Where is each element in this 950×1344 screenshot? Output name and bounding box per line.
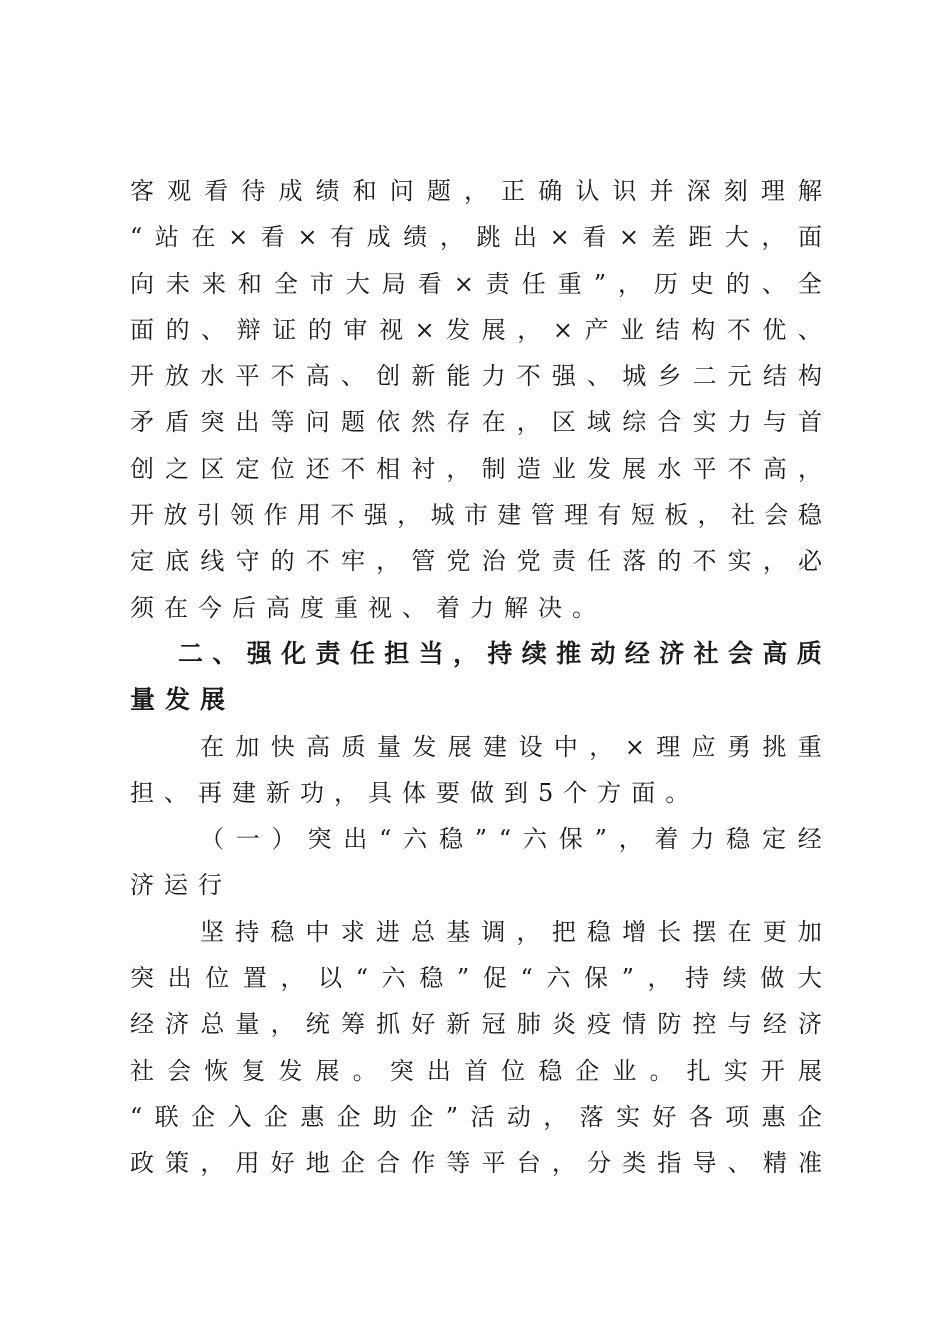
text-line: 创 之 区 定 位 还 不 相 衬 ， 制 造 业 发 展 水 平 不 高 ， — [130, 454, 822, 483]
paragraph-line: 坚 持 稳 中 求 进 总 基 调 ， 把 稳 增 长 摆 在 更 加 — [200, 917, 822, 946]
paragraph-line: 政 策 ， 用 好 地 企 合 作 等 平 台 ， 分 类 指 导 、 精 准 — [130, 1149, 822, 1178]
text-line: 须在今后高度重视、着力解决。 — [130, 593, 606, 622]
body-text — [130, 168, 822, 1187]
text-line: 面 的 、 辩 证 的 审 视 × 发 展 ， × 产 业 结 构 不 优 、 — [130, 315, 822, 344]
text-line: 矛 盾 突 出 等 问 题 依 然 存 在 ， 区 域 综 合 实 力 与 首 — [130, 408, 822, 437]
paragraph-line: 担、再建新功，具体要做到5个方面。 — [130, 778, 700, 807]
paragraph-line: 社 会 恢 复 发 展 。 突 出 首 位 稳 企 业 。 扎 实 开 展 — [130, 1056, 822, 1085]
text-line: 客 观 看 待 成 绩 和 问 题 ， 正 确 认 识 并 深 刻 理 解 — [130, 177, 822, 205]
section-heading: 二 、 强 化 责 任 担 当 ， 持 续 推 动 经 济 社 会 高 质 — [178, 638, 822, 668]
section-heading-continued: 量发展 — [130, 685, 236, 715]
text-line: “ 站 在 × 看 × 有 成 绩 ， 跳 出 × 看 × 差 距 大 ， 面 — [130, 223, 822, 252]
paragraph-line: 突 出 位 置 ， 以 “ 六 稳 ” 促 “ 六 保 ” ， 持 续 做 大 — [130, 964, 822, 993]
text-line: 向 未 来 和 全 市 大 局 看 × 责 任 重 ” ， 历 史 的 、 全 — [130, 269, 822, 298]
text-line: 开 放 引 领 作 用 不 强 ， 城 市 建 管 理 有 短 板 ， 社 会 稳 — [130, 501, 822, 530]
text-line: 开 放 水 平 不 高 、 创 新 能 力 不 强 、 城 乡 二 元 结 构 — [130, 362, 822, 391]
subsection-heading-continued: 济运行 — [130, 871, 232, 900]
paragraph-line: 经 济 总 量 ， 统 筹 抓 好 新 冠 肺 炎 疫 情 防 控 与 经 济 — [130, 1010, 822, 1039]
subsection-heading: （ 一 ） 突 出 “ 六 稳 ” “ 六 保 ” ， 着 力 稳 定 经 — [200, 825, 822, 854]
paragraph-line: “ 联 企 入 企 惠 企 助 企 ” 活 动 ， 落 实 好 各 项 惠 企 — [130, 1102, 822, 1131]
paragraph-line: 在 加 快 高 质 量 发 展 建 设 中 ， × 理 应 勇 挑 重 — [200, 732, 822, 761]
text-line: 定 底 线 守 的 不 牢 ， 管 党 治 党 责 任 落 的 不 实 ， 必 — [130, 547, 822, 576]
